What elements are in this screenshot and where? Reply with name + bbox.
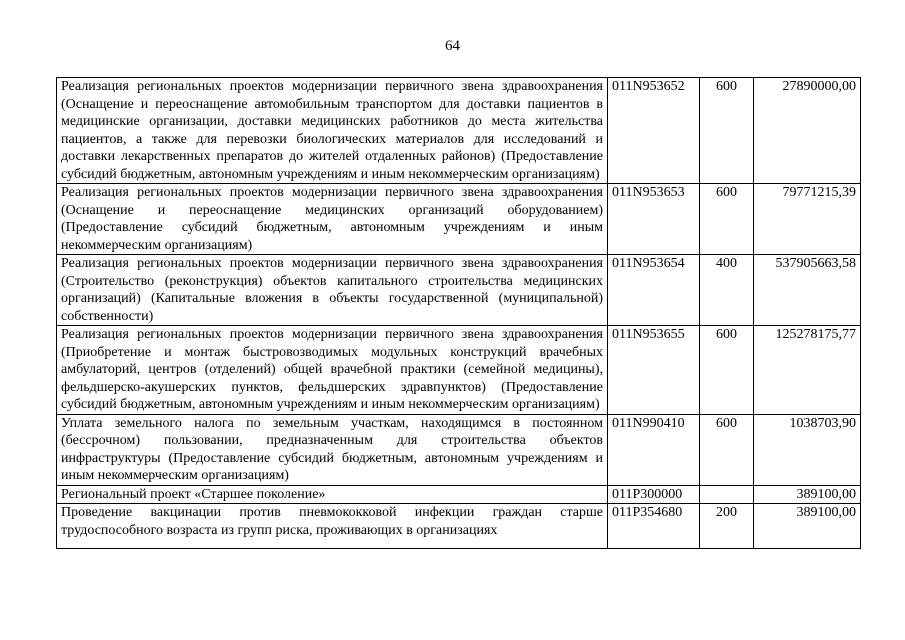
table-row — [57, 504, 861, 549]
table-row — [57, 184, 861, 255]
row-target-code: 011P300000 — [608, 485, 700, 504]
row-amount: 389100,00 — [754, 485, 861, 504]
row-description: Уплата земельного налога по земельным участкам, находящимся в постоянном (бессрочном) пользовании, предназначенным для строительства объектов инфраструктуры (Предоставление субсидий бюджетным, автономным учреждениям и иным некоммерческим организациям) — [57, 414, 608, 485]
row-expense-type: 600 — [700, 78, 754, 184]
row-description: Реализация региональных проектов модернизации первичного звена здравоохранения (Оснащение и переоснащение медицинских организаций оборудованием) (Предоставление субсидий бюджетным, автономным учреждениям и иным некоммерческим организациям) — [57, 184, 608, 255]
row-description-cell — [57, 504, 608, 549]
row-amount: 389100,00 — [754, 504, 861, 549]
row-description: Реализация региональных проектов модернизации первичного звена здравоохранения (Оснащение и переоснащение автомобильным транспортом для доставки пациентов в медицинские организации, доставки медицинских работников до места жительства пациентов, а также для перевозки биологических материалов для исследований и доставки лекарственных препаратов до жителей отдаленных районов) (Предоставление субсидий бюджетным, автономным учреждениям и иным некоммерческим организациям) — [57, 78, 608, 184]
row-amount: 1038703,90 — [754, 414, 861, 485]
row-expense-type: 200 — [700, 504, 754, 549]
row-target-code: 011N953652 — [608, 78, 700, 184]
table-row — [57, 485, 861, 504]
table-row — [57, 78, 861, 184]
row-description: Проведение вакцинации против пневмококковой инфекции граждан старше трудоспособного возраста из групп риска, проживающих в организациях — [61, 505, 603, 538]
row-amount: 537905663,58 — [754, 255, 861, 326]
row-target-code: 011N953654 — [608, 255, 700, 326]
table-row — [57, 255, 861, 326]
row-amount: 79771215,39 — [754, 184, 861, 255]
row-amount: 125278175,77 — [754, 326, 861, 415]
row-expense-type: 600 — [700, 414, 754, 485]
row-target-code: 011N953653 — [608, 184, 700, 255]
row-target-code: 011P354680 — [608, 504, 700, 549]
row-amount: 27890000,00 — [754, 78, 861, 184]
page-number: 64 — [445, 38, 460, 54]
table-row — [57, 326, 861, 415]
row-expense-type: 600 — [700, 184, 754, 255]
row-expense-type: 600 — [700, 326, 754, 415]
table-row — [57, 414, 861, 485]
row-description: Реализация региональных проектов модернизации первичного звена здравоохранения (Приобретение и монтаж быстровозводимых модульных конструкций врачебных амбулаторий, центров (отделений) общей врачебной практики (семейной медицины), фельдшерско-акушерских пунктов, фельдшерских здравпунктов) (Предоставление субсидий бюджетным, автономным учреждениям и иным некоммерческим организациям) — [57, 326, 608, 415]
row-description: Региональный проект «Старшее поколение» — [57, 485, 608, 504]
row-expense-type: 400 — [700, 255, 754, 326]
row-target-code: 011N990410 — [608, 414, 700, 485]
row-description: Реализация региональных проектов модернизации первичного звена здравоохранения (Строительство (реконструкция) объектов капитального строительства медицинских организаций) (Капитальные вложения в объекты государственной (муниципальной) собственности) — [57, 255, 608, 326]
row-target-code: 011N953655 — [608, 326, 700, 415]
budget-table — [56, 77, 861, 549]
row-expense-type — [700, 485, 754, 504]
